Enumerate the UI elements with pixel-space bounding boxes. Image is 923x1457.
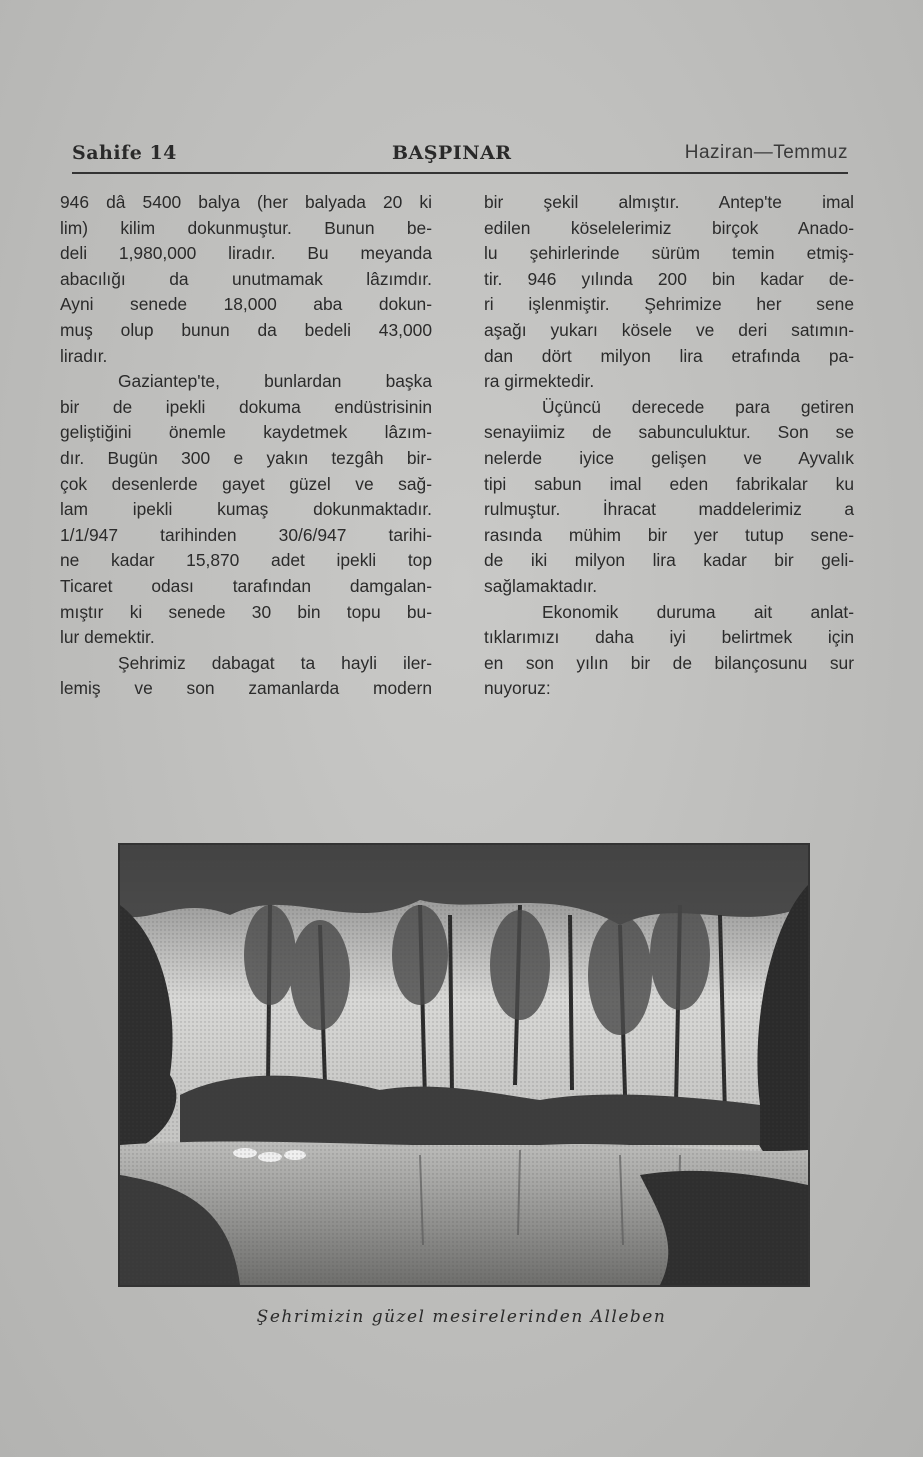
text-line: ri işlenmiştir. Şehrimize her sene [484, 294, 854, 315]
text-line: ne kadar 15,870 adet ipekli top [60, 550, 432, 571]
right-column [484, 190, 854, 702]
photo-caption: Şehrimizin güzel mesirelerinden Alleben [256, 1307, 667, 1327]
text-line: de iki milyon lira kadar bir geli- [484, 550, 854, 571]
text-line: liradır. [60, 345, 108, 366]
text-line: 1/1/947 tarihinden 30/6/947 tarihi- [60, 524, 432, 545]
text-line: dır. Bugün 300 e yakın tezgâh bir- [60, 447, 432, 468]
text-line: ra girmektedir. [484, 371, 595, 392]
page-header [72, 138, 848, 174]
text-line: lemiş ve son zamanlarda modern [60, 678, 432, 699]
text-line: nelerde iyice gelişen ve Ayvalık [484, 447, 854, 468]
text-line: 946 dâ 5400 balya (her balyada 20 ki [60, 192, 432, 212]
landscape-photo [118, 843, 810, 1287]
text-line: Ticaret odası tarafından damgalan- [60, 575, 432, 596]
text-line: dan dört milyon lira etrafında pa- [484, 345, 854, 366]
text-line: Gaziantep'te, bunlardan başka [118, 371, 432, 392]
publication-title: BAŞPINAR [392, 142, 512, 164]
text-line: tipi sabun imal eden fabrikalar ku [484, 473, 854, 494]
text-line: deli 1,980,000 liradır. Bu meyanda [60, 243, 432, 264]
text-line: senayiimiz de sabunculuktur. Son se [484, 422, 854, 443]
text-line: Ayni senede 18,000 aba dokun- [60, 294, 432, 315]
left-column [60, 190, 432, 702]
text-line: lur demektir. [60, 627, 155, 648]
issue-date: Haziran—Temmuz [684, 142, 848, 163]
text-line: sağlamaktadır. [484, 575, 598, 596]
text-line: en son yılın bir de bilançosunu sur [484, 652, 854, 673]
text-line: edilen köselelerimiz birçok Anado- [484, 217, 854, 238]
page-number: Sahife 14 [72, 142, 177, 164]
text-line: nuyoruz: [484, 678, 551, 699]
text-line: Üçüncü derecede para getiren [542, 396, 854, 417]
text-line: tir. 946 yılında 200 bin kadar de- [484, 268, 854, 289]
text-line: lim) kilim dokunmuştur. Bunun be- [60, 217, 432, 238]
text-line: rulmuştur. İhracat maddelerimiz a [484, 499, 854, 520]
text-line: muş olup bunun da bedeli 43,000 [60, 319, 432, 340]
text-line: Ekonomik duruma ait anlat- [542, 601, 854, 622]
text-line: rasında mühim bir yer tutup sene- [484, 524, 854, 545]
text-line: mıştır ki senede 30 bin topu bu- [60, 601, 432, 622]
text-line: geliştiğini önemle kaydetmek lâzım- [60, 422, 432, 443]
text-line: Şehrimiz dabagat ta hayli iler- [118, 652, 432, 673]
text-line: çok desenlerde gayet güzel ve sağ- [60, 473, 432, 494]
text-line: bir şekil almıştır. Antep'te imal [484, 192, 854, 212]
text-line: lam ipekli kumaş dokunmaktadır. [60, 499, 432, 520]
text-line: bir de ipekli dokuma endüstrisinin [60, 396, 432, 417]
text-line: tıklarımızı daha iyi belirtmek için [484, 627, 854, 648]
text-line: abacılığı da unutmamak lâzımdır. [60, 268, 432, 289]
text-line: lu şehirlerinde sürüm temin etmiş- [484, 243, 854, 264]
text-line: aşağı yukarı kösele ve deri satımın- [484, 319, 854, 340]
